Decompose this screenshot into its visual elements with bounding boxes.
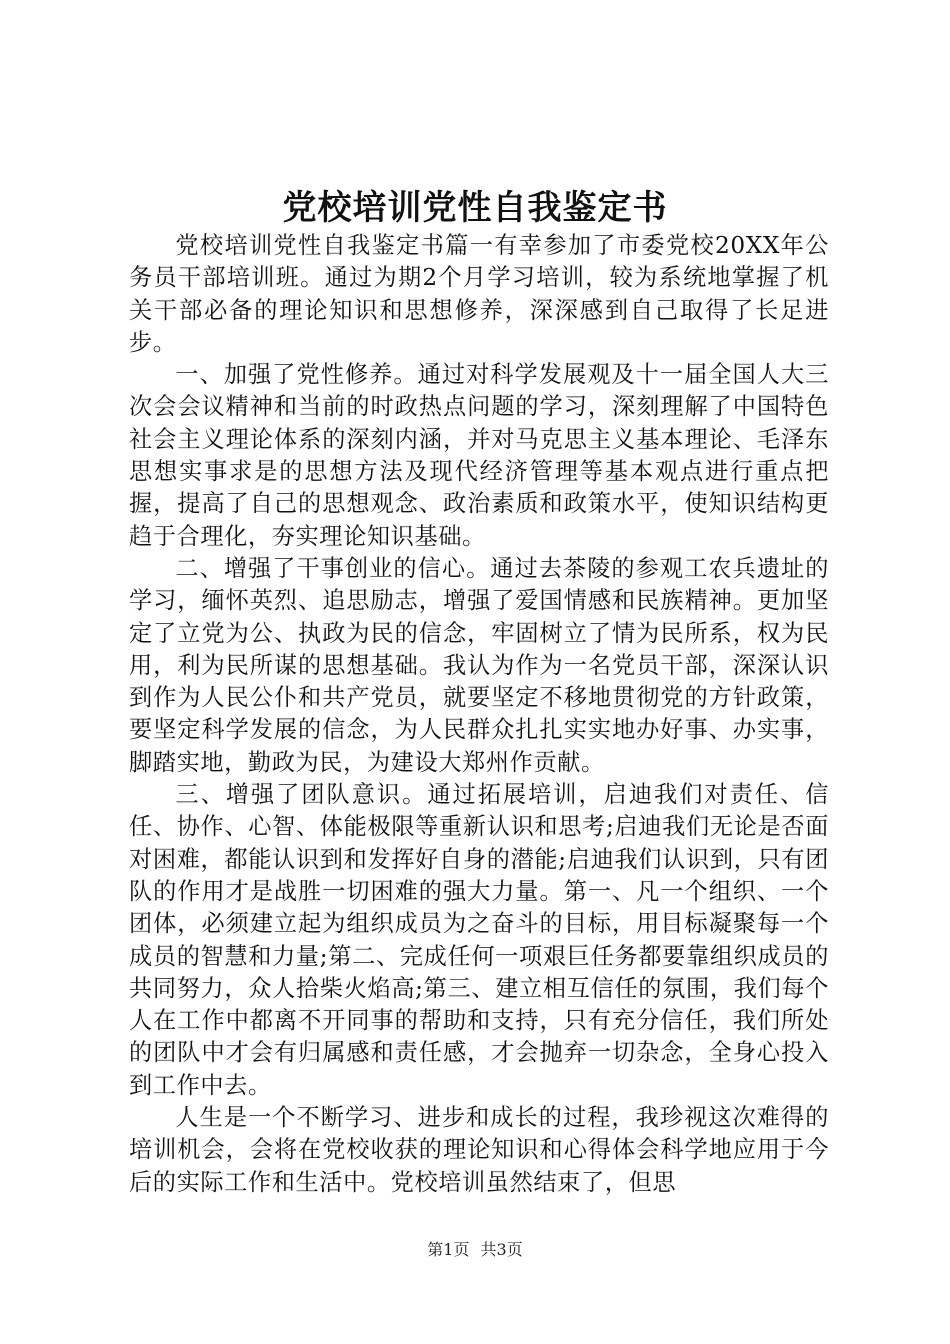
document-title: 党校培训党性自我鉴定书	[282, 188, 668, 228]
paragraph: 一、加强了党性修养。通过对科学发展观及十一届全国人大三次会会议精神和当前的时政热点问题的学习，深刻理解了中国特色社会主义理论体系的深刻内涵，并对马克思主义基本理论、毛泽东思想实事求是的思想方法及现代经济管理等基本观点进行重点把握，提高了自己的思想观念、政治素质和政策水平，使知识结构更趋于合理化，夯实理论知识基础。	[129, 361, 829, 550]
page-footer	[0, 1240, 950, 1260]
page-total: 共3页	[480, 1240, 523, 1259]
paragraph: 人生是一个不断学习、进步和成长的过程，我珍视这次难得的培训机会，会将在党校收获的理论知识和心得体会科学地应用于今后的实际工作和生活中。党校培训虽然结束了，但思	[129, 1104, 829, 1196]
document-body	[129, 230, 829, 1199]
paragraph: 二、增强了干事创业的信心。通过去茶陵的参观工农兵遗址的学习，缅怀英烈、追思励志，增强了爱国情感和民族精神。更加坚定了立党为公、执政为民的信念，牢固树立了情为民所系，权为民用，利为民所谋的思想基础。我认为作为一名党员干部，深深认识到作为人民公仆和共产党员，就要坚定不移地贯彻党的方针政策，要坚定科学发展的信念，为人民群众扎扎实实地办好事、办实事，脚踏实地，勤政为民，为建设大郑州作贡献。	[129, 554, 829, 776]
paragraph: 三、增强了团队意识。通过拓展培训，启迪我们对责任、信任、协作、心智、体能极限等重新认识和思考;启迪我们无论是否面对困难，都能认识到和发挥好自身的潜能;启迪我们认识到，只有团队的作用才是战胜一切困难的强大力量。第一、凡一个组织、一个团体，必须建立起为组织成员为之奋斗的目标，用目标凝聚每一个成员的智慧和力量;第二、完成任何一项艰巨任务都要靠组织成员的共同努力，众人拾柴火焰高;第三、建立相互信任的氛围，我们每个人在工作中都离不开同事的帮助和支持，只有充分信任，我们所处的团队中才会有归属感和责任感，才会抛弃一切杂念，全身心投入到工作中去。	[129, 781, 829, 1099]
paragraph: 党校培训党性自我鉴定书篇一有幸参加了市委党校20XX年公务员干部培训班。通过为期2个月学习培训，较为系统地掌握了机关干部必备的理论知识和思想修养，深深感到自己取得了长足进步。	[129, 232, 829, 356]
page-number: 第1页	[427, 1240, 470, 1259]
